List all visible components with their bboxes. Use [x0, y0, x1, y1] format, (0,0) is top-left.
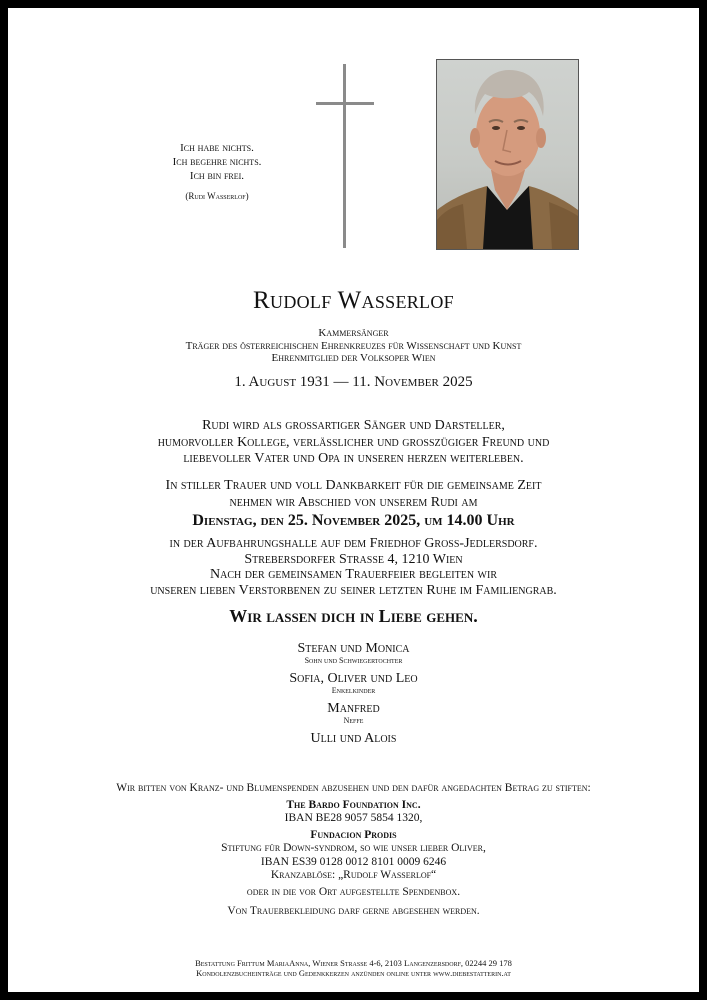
quote-line: Ich bin frei.: [189, 170, 245, 182]
deceased-name: Rudolf Wasserlof: [253, 287, 454, 314]
org2-description: Stiftung für Down-syndrom, so wie unser lieber Oliver,: [221, 842, 486, 854]
farewell-statement: Wir lassen dich in Liebe gehen.: [229, 606, 478, 626]
org2-name: Fundacion Prodis: [310, 828, 397, 841]
mourner-entry: [8, 641, 699, 665]
tribute-line: humorvoller Kollege, verlässlicher und grosszügiger Freund und: [157, 434, 550, 450]
quote: [128, 141, 306, 203]
obituary-page: [8, 8, 699, 992]
location-line: unseren lieben Verstorbenen zu seiner letzten Ruhe im Familiengrab.: [150, 582, 557, 598]
mourner-names: Manfred: [327, 701, 380, 716]
mourner-relation: Enkelkinder: [331, 686, 376, 695]
funeral-home-line: Bestattung Frittum MariaAnna, Wiener Strasse 4-6, 2103 Langenzersdorf, 02244 29 178: [195, 958, 512, 968]
org2-iban: IBAN ES39 0128 0012 8101 0009 6246: [260, 855, 447, 868]
mourner-relation: Neffe: [343, 716, 364, 725]
cross-icon: [343, 64, 346, 248]
kranzabloese-text: Kranzablöse: „Rudolf Wasserlof“: [270, 869, 437, 881]
location-line: in der Aufbahrungshalle auf dem Friedhof Gross-Jedlersdorf.: [169, 536, 538, 551]
title-line: Ehrenmitglied der Volksoper Wien: [271, 352, 436, 364]
donation-alternative: oder in die vor Ort aufgestellte Spendenbox.: [246, 885, 461, 898]
title-line: Kammersänger: [318, 327, 389, 339]
quote-line: Ich habe nichts.: [180, 142, 254, 154]
quote-line: Ich begehre nichts.: [172, 156, 262, 168]
title-line: Träger des österreichischen Ehrenkreuzes für Wissenschaft und Kunst: [185, 339, 522, 352]
mourner-names: Sofia, Oliver und Leo: [289, 671, 418, 686]
org1-iban: IBAN BE28 9057 5854 1320,: [284, 812, 423, 824]
clothing-note: Von Trauerbekleidung darf gerne abgesehen werden.: [227, 905, 480, 917]
tribute-paragraph: [8, 418, 699, 468]
donation-intro: Wir bitten von Kranz- und Blumenspenden abzusehen und den dafür angedachten Betrag zu stiften:: [116, 782, 591, 794]
condolence-line: Kondolenzbucheinträge und Gedenkkerzen anzünden online unter www.diebestatterin.at: [196, 968, 511, 978]
mourner-entry: [8, 731, 699, 746]
footer: [8, 958, 699, 978]
mourner-names: Stefan und Monica: [297, 641, 410, 656]
mourner-names: Ulli und Alois: [310, 731, 397, 746]
service-date: Dienstag, den 25. November 2025, um 14.00 Uhr: [192, 512, 515, 529]
mourner-relation: Sohn und Schwiegertochter: [304, 656, 403, 665]
mourner-entry: [8, 671, 699, 695]
farewell-intro-line: nehmen wir Abschied von unserem Rudi am: [229, 494, 478, 510]
mourners-list: [8, 641, 699, 752]
cross-icon-bar: [316, 102, 374, 105]
location-line: Strebersdorfer Strasse 4, 1210 Wien: [244, 551, 463, 567]
tribute-line: liebevoller Vater und Opa in unseren herzen weiterleben.: [183, 451, 524, 466]
mourner-entry: [8, 701, 699, 725]
farewell-intro: [8, 478, 699, 511]
portrait-photo: [436, 59, 579, 250]
tribute-line: Rudi wird als grossartiger Sänger und Darsteller,: [202, 418, 505, 433]
farewell-intro-line: In stiller Trauer und voll Dankbarkeit für die gemeinsame Zeit: [165, 478, 542, 493]
service-location: [8, 536, 699, 598]
quote-source: (Rudi Wasserlof): [185, 191, 249, 201]
life-dates: 1. August 1931 — 11. November 2025: [234, 374, 473, 390]
honorary-titles: [8, 327, 699, 365]
donation-section: [8, 782, 699, 919]
org1-name: The Bardo Foundation Inc.: [286, 798, 421, 811]
location-line: Nach der gemeinsamen Trauerfeier begleiten wir: [209, 567, 497, 582]
